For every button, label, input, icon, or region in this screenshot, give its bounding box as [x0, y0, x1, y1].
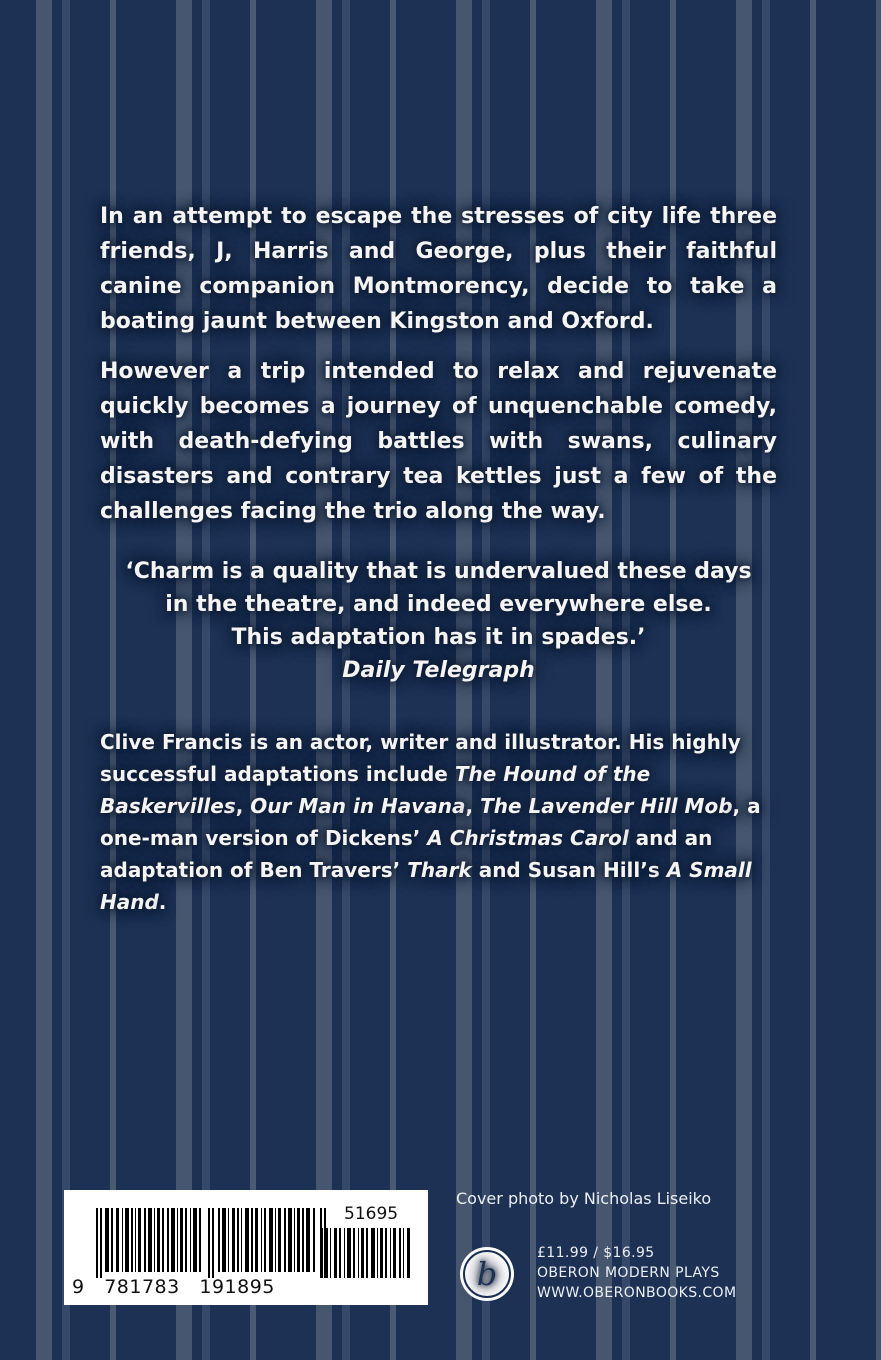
bio-text: . [158, 890, 167, 914]
oberon-logo-icon [458, 1245, 516, 1303]
addon-barcode-bars [319, 1228, 414, 1278]
blurb-paragraph-2: However a trip intended to relax and rejuvenate quickly becomes a journey of unquenchable comedy, with death-defying battles with swans, culinary disasters and contrary tea kettles just a few of the challenges facing the trio along the way. [100, 359, 777, 524]
bio-text: , a one-man version of Dickens’ [100, 794, 761, 850]
quote-source: Daily Telegraph [342, 658, 535, 683]
bio-text: , [465, 794, 481, 818]
bio-text: and Susan Hill’s [471, 858, 667, 882]
bio-title: The Hound of the Baskervilles [100, 762, 651, 818]
blurb-paragraph-1: In an attempt to escape the stresses of city life three friends, J, Harris and George, plus their faithful canine companion Montmorency, decide to take a boating jaunt between Kingston and Oxford. [100, 204, 777, 334]
bio-text: , [235, 794, 251, 818]
bio-title: Thark [407, 858, 472, 882]
series-name: OBERON MODERN PLAYS [537, 1265, 720, 1281]
barcode-bars [96, 1208, 330, 1278]
bio-title: A Christmas Carol [427, 826, 629, 850]
review-quote [100, 555, 777, 687]
publisher-info [537, 1243, 736, 1303]
bio-text: and an adaptation of Ben Travers’ [100, 826, 713, 882]
author-bio [100, 726, 800, 918]
publisher-website: WWW.OBERONBOOKS.COM [537, 1285, 737, 1301]
bio-text: Clive Francis is an actor, writer and illustrator. His highly successful adaptations include [100, 730, 741, 786]
quote-line-2: in the theatre, and indeed everywhere else. [165, 592, 712, 617]
bio-title: Our Man in Havana [250, 794, 466, 818]
quote-line-3: This adaptation has it in spades.’ [231, 625, 646, 650]
quote-line-1: ‘Charm is a quality that is undervalued these days [125, 559, 752, 584]
price: £11.99 / $16.95 [537, 1245, 655, 1261]
isbn-barcode [64, 1190, 428, 1305]
isbn-number: 9 781783 191895 [72, 1276, 275, 1298]
logo-letter: b [476, 1255, 498, 1293]
bio-title: A Small Hand [100, 858, 752, 914]
addon-number: 51695 [344, 1204, 399, 1224]
cover-photo-credit: Cover photo by Nicholas Liseiko [456, 1189, 712, 1208]
bio-title: The Lavender Hill Mob [480, 794, 733, 818]
